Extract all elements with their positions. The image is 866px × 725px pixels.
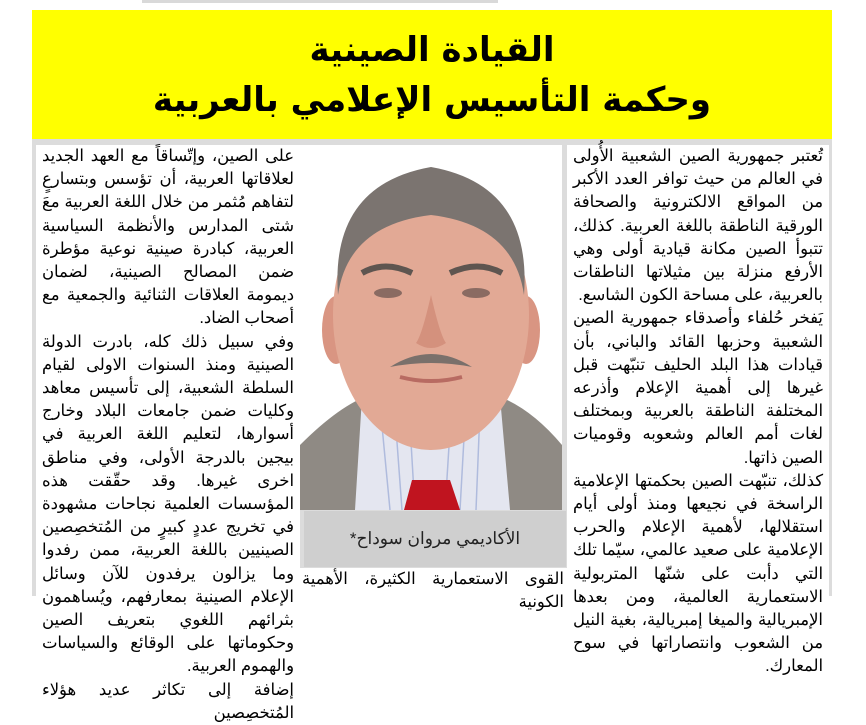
- top-strip: [142, 0, 498, 3]
- headline-line-1: القيادة الصينية: [309, 29, 555, 70]
- author-photo: [300, 145, 562, 510]
- headline-line-2: وحكمة التأسيس الإعلامي بالعربية: [152, 79, 712, 120]
- headline-banner: [32, 10, 832, 139]
- column-middle-bottom: [298, 568, 568, 612]
- paragraph: وفي سبيل ذلك كله، بادرت الدولة الصينية ومنذ السنوات الاولى لقيام السلطة الشعبية، إلى تأسيس معاهد وكليات ضمن جامعات البلاد وخارج أسوارها، لتعليم اللغة العربية في بيجين بالدرجة الأولى، وفي مناطق اخرى غيرها. وقد حقّقت هذه المؤسسات العلمية نجاحات مشهودة في تخريج عددٍ كبيرٍ من المُتخصِصين الصينيين باللغة العربية، ممن رفدوا وما يزالون يرفدون للآن وسائل الإعلام الصينية بمعارفهم، ويُساهمون بثرائهم اللغوي بتعريف الصين وحكوماتها على الوقائع والسياسات والهموم العربية.: [42, 332, 294, 676]
- portrait-image: [300, 145, 562, 510]
- paragraph: تُعتبر جمهورية الصين الشعبية الأُولى في العالم من حيث توافر العدد الأكبر من المواقع الالكترونية والصحافة الورقية الناطقة باللغة العربية. كذلك، تتبوأ الصين مكانة قيادية أولى وهي الأرفع منزلة بين مثيلاتها الناطقات بالعربية، على مساحة الكون الشاسع.: [573, 147, 823, 305]
- paragraph: يَفخر حُلفاء وأصدقاء جمهورية الصين الشعبية وحزبها القائد والباني، بأن قيادات هذا البلد الحليف تنبّهت قبل غيرها إلى أهمية الإعلام وأذرعه المختلفة الناطقة بالعربية وبمختلف لغات أمم العالم وشعوبه وقوميات الصين ذاتها.: [573, 309, 823, 467]
- photo-caption: الأكاديمي مروان سوداح*: [304, 511, 566, 567]
- paragraph: القوى الاستعمارية الكثيرة، الأهمية الكونية: [302, 570, 564, 612]
- column-left: [36, 145, 300, 722]
- article-body: [32, 139, 832, 722]
- paragraph: إضافة إلى تكاثر عديد هؤلاء المُتخصِصين: [42, 680, 294, 722]
- paragraph: على الصين، وإتّساقاً مع العهد الجديد لعلاقاتها العربية، أن تؤسس وبتسارعٍ لتفاهم مُثمر من خلال اللغة العربية معَ شتى المدارس والأنظمة السياسية العربية، كبادرة صينية نوعية مؤطرة ضمن المصالح الصينية، لضمان ديمومة العلاقات الثنائية والجمعية مع أصحاب الضاد.: [42, 147, 294, 328]
- paragraph: كذلك، تنبّهت الصين بحكمتها الإعلامية الراسخة في نجيعها ومنذ أولى أيام استقلالها، لأهمية الإعلام والحرب الإعلامية على صعيد عالمي، سيّما تلك التي دأبت على شنّها المتربولية الاستعمارية العالمية، ومن بعدها الإمبريالية والميغا إمبريالية، بغية النيل من الشعوب وانتصاراتها في سوح المعارك.: [573, 471, 823, 676]
- column-right: [567, 145, 829, 676]
